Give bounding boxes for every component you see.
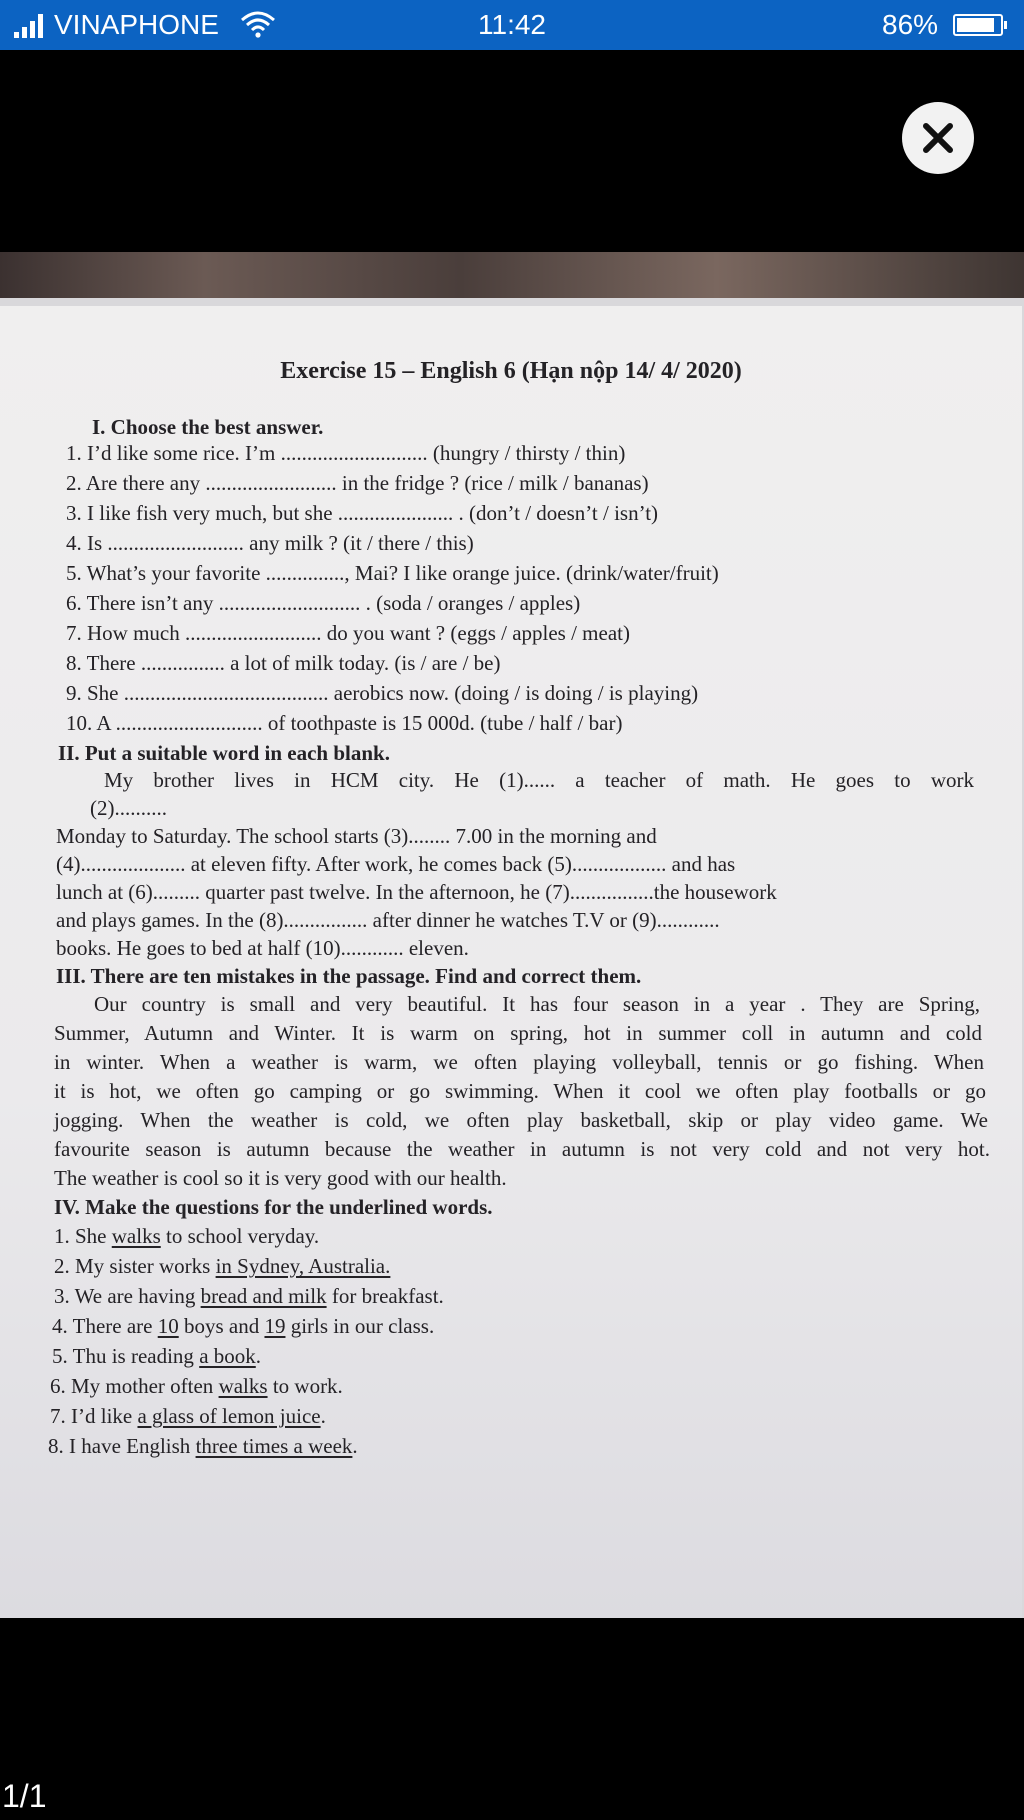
list-item: 5. What’s your favorite ..............., Mai? I like orange juice. (drink/water/fruit) — [66, 561, 719, 585]
list-item: 1. I’d like some rice. I’m ............................ (hungry / thirsty / thin) — [66, 441, 626, 465]
battery-percentage: 86% — [882, 9, 939, 40]
list-item: 10. A ............................ of toothpaste is 15 000d. (tube / half / bar) — [66, 711, 623, 735]
underlined-word: 10 — [157, 1314, 179, 1338]
list-item: 1. She walks to school veryday. — [54, 1224, 320, 1248]
list-item: 3. I like fish very much, but she ...................... . (don’t / doesn’t / isn’t) — [66, 501, 659, 525]
passage-line: Summer, Autumn and Winter. It is warm on spring, hot in summer coll in autumn and cold — [54, 1021, 982, 1045]
list-item: 6. There isn’t any ........................... . (soda / oranges / apples) — [66, 591, 581, 615]
passage-line: Monday to Saturday. The school starts (3)........ 7.00 in the morning and — [56, 824, 657, 848]
underlined-word: three times a week — [195, 1434, 353, 1458]
status-time: 11:42 — [478, 9, 546, 40]
list-item: 4. There are 10 boys and 19 girls in our class. — [52, 1314, 435, 1338]
passage-line: lunch at (6)......... quarter past twelve. In the afternoon, he (7)................the housework — [56, 880, 777, 904]
close-icon — [921, 121, 955, 155]
section-heading: III. There are ten mistakes in the passage. Find and correct them. — [56, 964, 642, 988]
page-counter: 1/1 — [2, 1778, 47, 1814]
passage-line: (4).................... at eleven fifty. After work, he comes back (5).................. and has — [56, 852, 736, 876]
list-item: 8. There ................ a lot of milk today. (is / are / be) — [66, 651, 501, 675]
passage-line: it is hot, we often go camping or go swimming. When it cool we often play footballs or go — [54, 1079, 986, 1103]
status-bar — [0, 0, 1024, 50]
underlined-word: 19 — [264, 1314, 286, 1338]
passage-line: (2).......... — [90, 796, 167, 820]
underlined-word: a glass of lemon juice — [137, 1404, 321, 1428]
passage-line: Our country is small and very beautiful. It has four season in a year . They are Spring, — [94, 992, 980, 1016]
list-item: 7. How much .......................... do you want ? (eggs / apples / meat) — [66, 621, 630, 645]
underlined-word: walks — [218, 1374, 268, 1398]
passage-line: and plays games. In the (8)................ after dinner he watches T.V or (9)............ — [56, 908, 720, 932]
list-item: 3. We are having bread and milk for breakfast. — [54, 1284, 444, 1308]
underlined-word: in Sydney, Australia. — [215, 1254, 391, 1278]
list-item: 6. My mother often walks to work. — [50, 1374, 343, 1398]
close-button[interactable] — [902, 102, 974, 174]
underlined-word: bread and milk — [200, 1284, 327, 1308]
section-heading: II. Put a suitable word in each blank. — [58, 741, 390, 765]
passage-line: in winter. When a weather is warm, we often playing volleyball, tennis or go fishing. When — [54, 1050, 984, 1074]
list-item: 8. I have English three times a week. — [48, 1434, 358, 1458]
worksheet-photo — [0, 306, 1022, 1618]
list-item: 2. Are there any ......................... in the fridge ? (rice / milk / bananas) — [66, 471, 649, 495]
underlined-word: walks — [111, 1224, 161, 1248]
section-heading: IV. Make the questions for the underlined words. — [54, 1195, 493, 1219]
section-heading: I. Choose the best answer. — [92, 415, 324, 439]
passage-line: The weather is cool so it is very good with our health. — [54, 1166, 507, 1190]
underlined-word: a book — [199, 1344, 256, 1368]
list-item: 4. Is .......................... any milk ? (it / there / this) — [66, 531, 474, 555]
list-item: 5. Thu is reading a book. — [52, 1344, 262, 1368]
carrier-name: VINAPHONE — [54, 9, 219, 40]
document-title: Exercise 15 – English 6 (Hạn nộp 14/ 4/ 2020) — [280, 358, 742, 384]
passage-line: favourite season is autumn because the weather in autumn is not very cold and not very hot. — [54, 1137, 990, 1161]
passage-line: jogging. When the weather is cold, we often play basketball, skip or play video game. We — [54, 1108, 988, 1132]
photo-background — [0, 252, 1024, 302]
passage-line: My brother lives in HCM city. He (1)...... a teacher of math. He goes to work — [104, 768, 974, 792]
list-item: 9. She ....................................... aerobics now. (doing / is doing / is playing) — [66, 681, 699, 705]
battery-icon — [953, 14, 1003, 36]
passage-line: books. He goes to bed at half (10)............ eleven. — [56, 936, 469, 960]
list-item: 2. My sister works in Sydney, Australia. — [54, 1254, 391, 1278]
list-item: 7. I’d like a glass of lemon juice. — [50, 1404, 326, 1428]
